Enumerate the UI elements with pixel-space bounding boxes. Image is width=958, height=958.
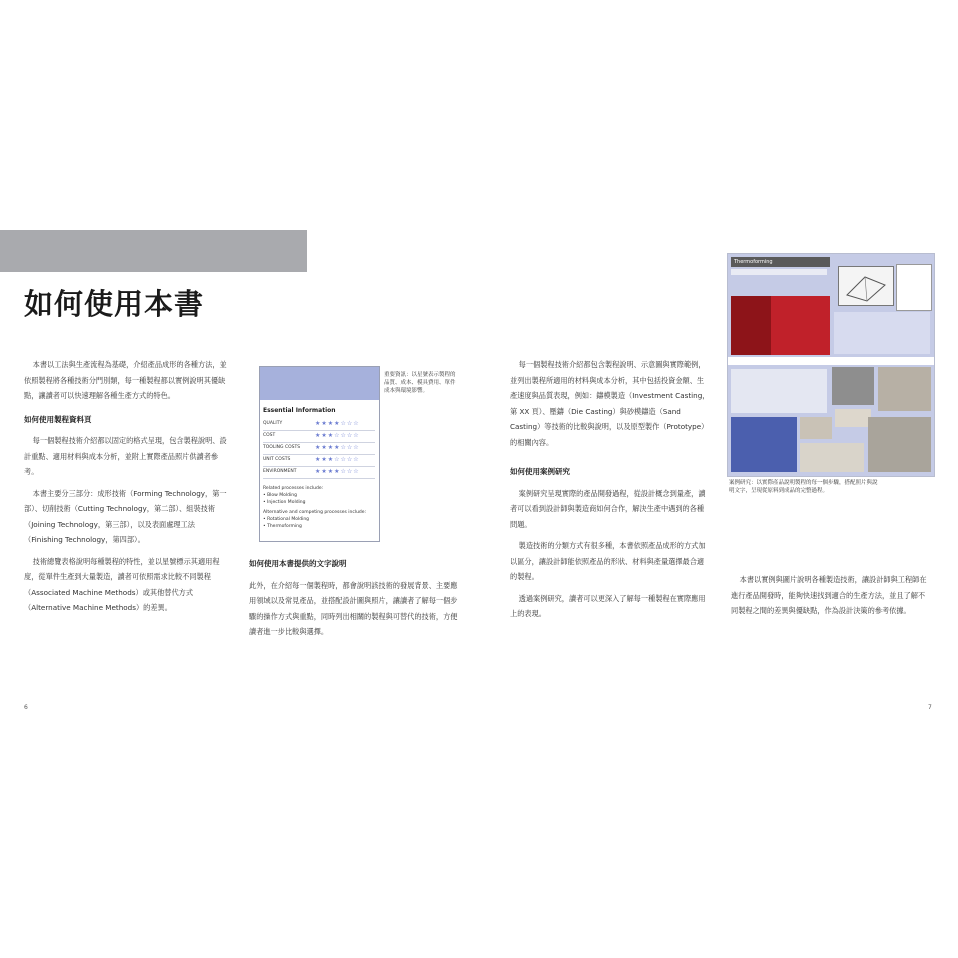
rating-stars: ★★★★☆☆☆ (315, 468, 360, 475)
page-number-left: 6 (24, 704, 28, 711)
body-paragraph: 透過案例研究，讀者可以更深入了解每一種製程在實際應用上的表現。 (510, 593, 706, 618)
rating-stars: ★★★☆☆☆☆ (315, 456, 360, 463)
related-processes (263, 485, 375, 506)
alt-label: Alternative and competing processes include: (263, 510, 367, 515)
body-paragraph: 每一個製程技術介紹都包含製程說明、示意圖與實際範例，並列出製程所適用的材料與成本分析，其中包括投資金額、生產速度與品質表現，例如：鑄模製造（Investment Casting，第 XX 頁）、壓鑄（Die Casting）與砂模鑄造（Sand Casting）等技術的比較與說明，以及原型製作（Prototype）的相關內容。 (510, 360, 710, 447)
process-photo (731, 417, 797, 472)
rating-stars: ★★★★☆☆☆ (315, 444, 360, 451)
alt-item: • Thermoforming (263, 524, 302, 529)
thumbnail-header: Thermoforming (731, 257, 830, 267)
card-row (263, 420, 375, 431)
process-photo (878, 367, 931, 411)
body-paragraph: 本書以實例與圖片說明各種製造技術，讓設計師與工程師在進行產品開發時，能夠快速找到適合的生產方法，並且了解不同製程之間的差異與優缺點，作為設計決策的參考依據。 (731, 575, 927, 615)
card-row (263, 432, 375, 443)
body-paragraph: 每一個製程技術介紹都以固定的格式呈現，包含製程說明、設計重點、適用材料與成本分析，並附上實際產品照片供讀者參考。 (24, 436, 227, 476)
body-paragraph: 製造技術的分類方式有很多種，本書依照產品成形的方式加以區分，讓設計師能依照產品的形狀、材料與產量選擇最合適的製程。 (510, 541, 706, 581)
section-heading: 如何使用本書提供的文字說明 (249, 559, 347, 568)
body-paragraph: 此外，在介紹每一個製程時，都會說明該技術的發展背景、主要應用領域以及常見產品，並搭配設計圖與照片，讓讀者了解每一個步驟的操作方式與重點，同時列出相關的製程與可替代的技術，方便讀者進一步比較與選擇。 (249, 580, 458, 636)
card-row-label: ENVIRONMENT (263, 469, 297, 474)
rating-stars: ★★★☆☆☆☆ (315, 432, 360, 439)
thumbnail-top-page (728, 254, 934, 357)
title-banner (0, 230, 307, 272)
section-heading: 如何使用製程資料頁 (24, 414, 92, 424)
card-header-band (260, 367, 379, 400)
card-row (263, 444, 375, 455)
card-row-label: UNIT COSTS (263, 457, 291, 462)
alternative-processes (263, 509, 375, 530)
thumbnail-text-block (834, 312, 930, 354)
thumbnail-caption: 案例研究：以實際產品說明製程的每一個步驟，搭配照片與說明文字，呈現從原料到成品的完整過程。 (729, 480, 878, 494)
red-product-shadow (731, 296, 771, 355)
page-number-right: 7 (928, 704, 932, 711)
related-label: Related processes include: (263, 486, 324, 491)
related-item: • Blow Molding (263, 493, 297, 498)
thumbnail-text-block (731, 369, 827, 413)
section-heading: 如何使用案例研究 (510, 467, 570, 476)
right-text-column-2 (731, 572, 927, 625)
case-study-thumbnail (727, 253, 935, 477)
thumbnail-subheader (731, 269, 827, 275)
card-row-label: TOOLING COSTS (263, 445, 301, 450)
card-row (263, 468, 375, 479)
alt-item: • Rotational Molding (263, 517, 310, 522)
body-paragraph: 技術總覽表格說明每種製程的特性，並以星號標示其適用程度，從單件生產到大量製造，讀者可依照需求比較不同製程（Associated Machine Methods）或其他替代方式（Alternative Machine Methods）的差異。 (24, 556, 220, 612)
technical-drawing-image (838, 266, 894, 306)
card-row (263, 456, 375, 467)
intro-paragraph: 本書以工法與生產流程為基礎，介紹產品成形的各種方法，並依照製程將各種技術分門別類，每一種製程都以實例說明其優缺點，讓讀者可以快速理解各種生產方式的特色。 (24, 360, 227, 400)
card-caption: 重要資訊：以星號表示製程的品質、成本、模具費用、單件成本與環境影響。 (384, 372, 456, 394)
related-item: • Injection Molding (263, 500, 306, 505)
card-row-label: COST (263, 433, 276, 438)
rating-stars: ★★★★☆☆☆ (315, 420, 360, 427)
process-photo (868, 417, 931, 472)
info-card (259, 366, 380, 542)
left-text-column (24, 357, 229, 622)
thumbnail-bottom-page (728, 365, 934, 476)
body-paragraph: 本書主要分三部分：成形技術（Forming Technology，第一部）、切削技術（Cutting Technology，第二部）、組裝技術（Joining Technology，第三部），以及表面處理工法（Finishing Technology，第四部）。 (24, 488, 227, 544)
card-title: Essential Information (263, 407, 336, 414)
process-photo (832, 367, 874, 405)
thumbnail-info-table (896, 264, 932, 311)
card-row-label: QUALITY (263, 421, 283, 426)
process-photo (835, 409, 871, 427)
process-photo (800, 417, 832, 439)
sub-section (249, 548, 464, 646)
process-photo (800, 443, 864, 472)
page-title: 如何使用本書 (24, 287, 205, 321)
right-text-column (510, 357, 710, 628)
body-paragraph: 案例研究呈現實際的產品開發過程，從設計概念到量產，讀者可以看到設計師與製造商如何合作，解決生產中遇到的各種問題。 (510, 488, 706, 529)
